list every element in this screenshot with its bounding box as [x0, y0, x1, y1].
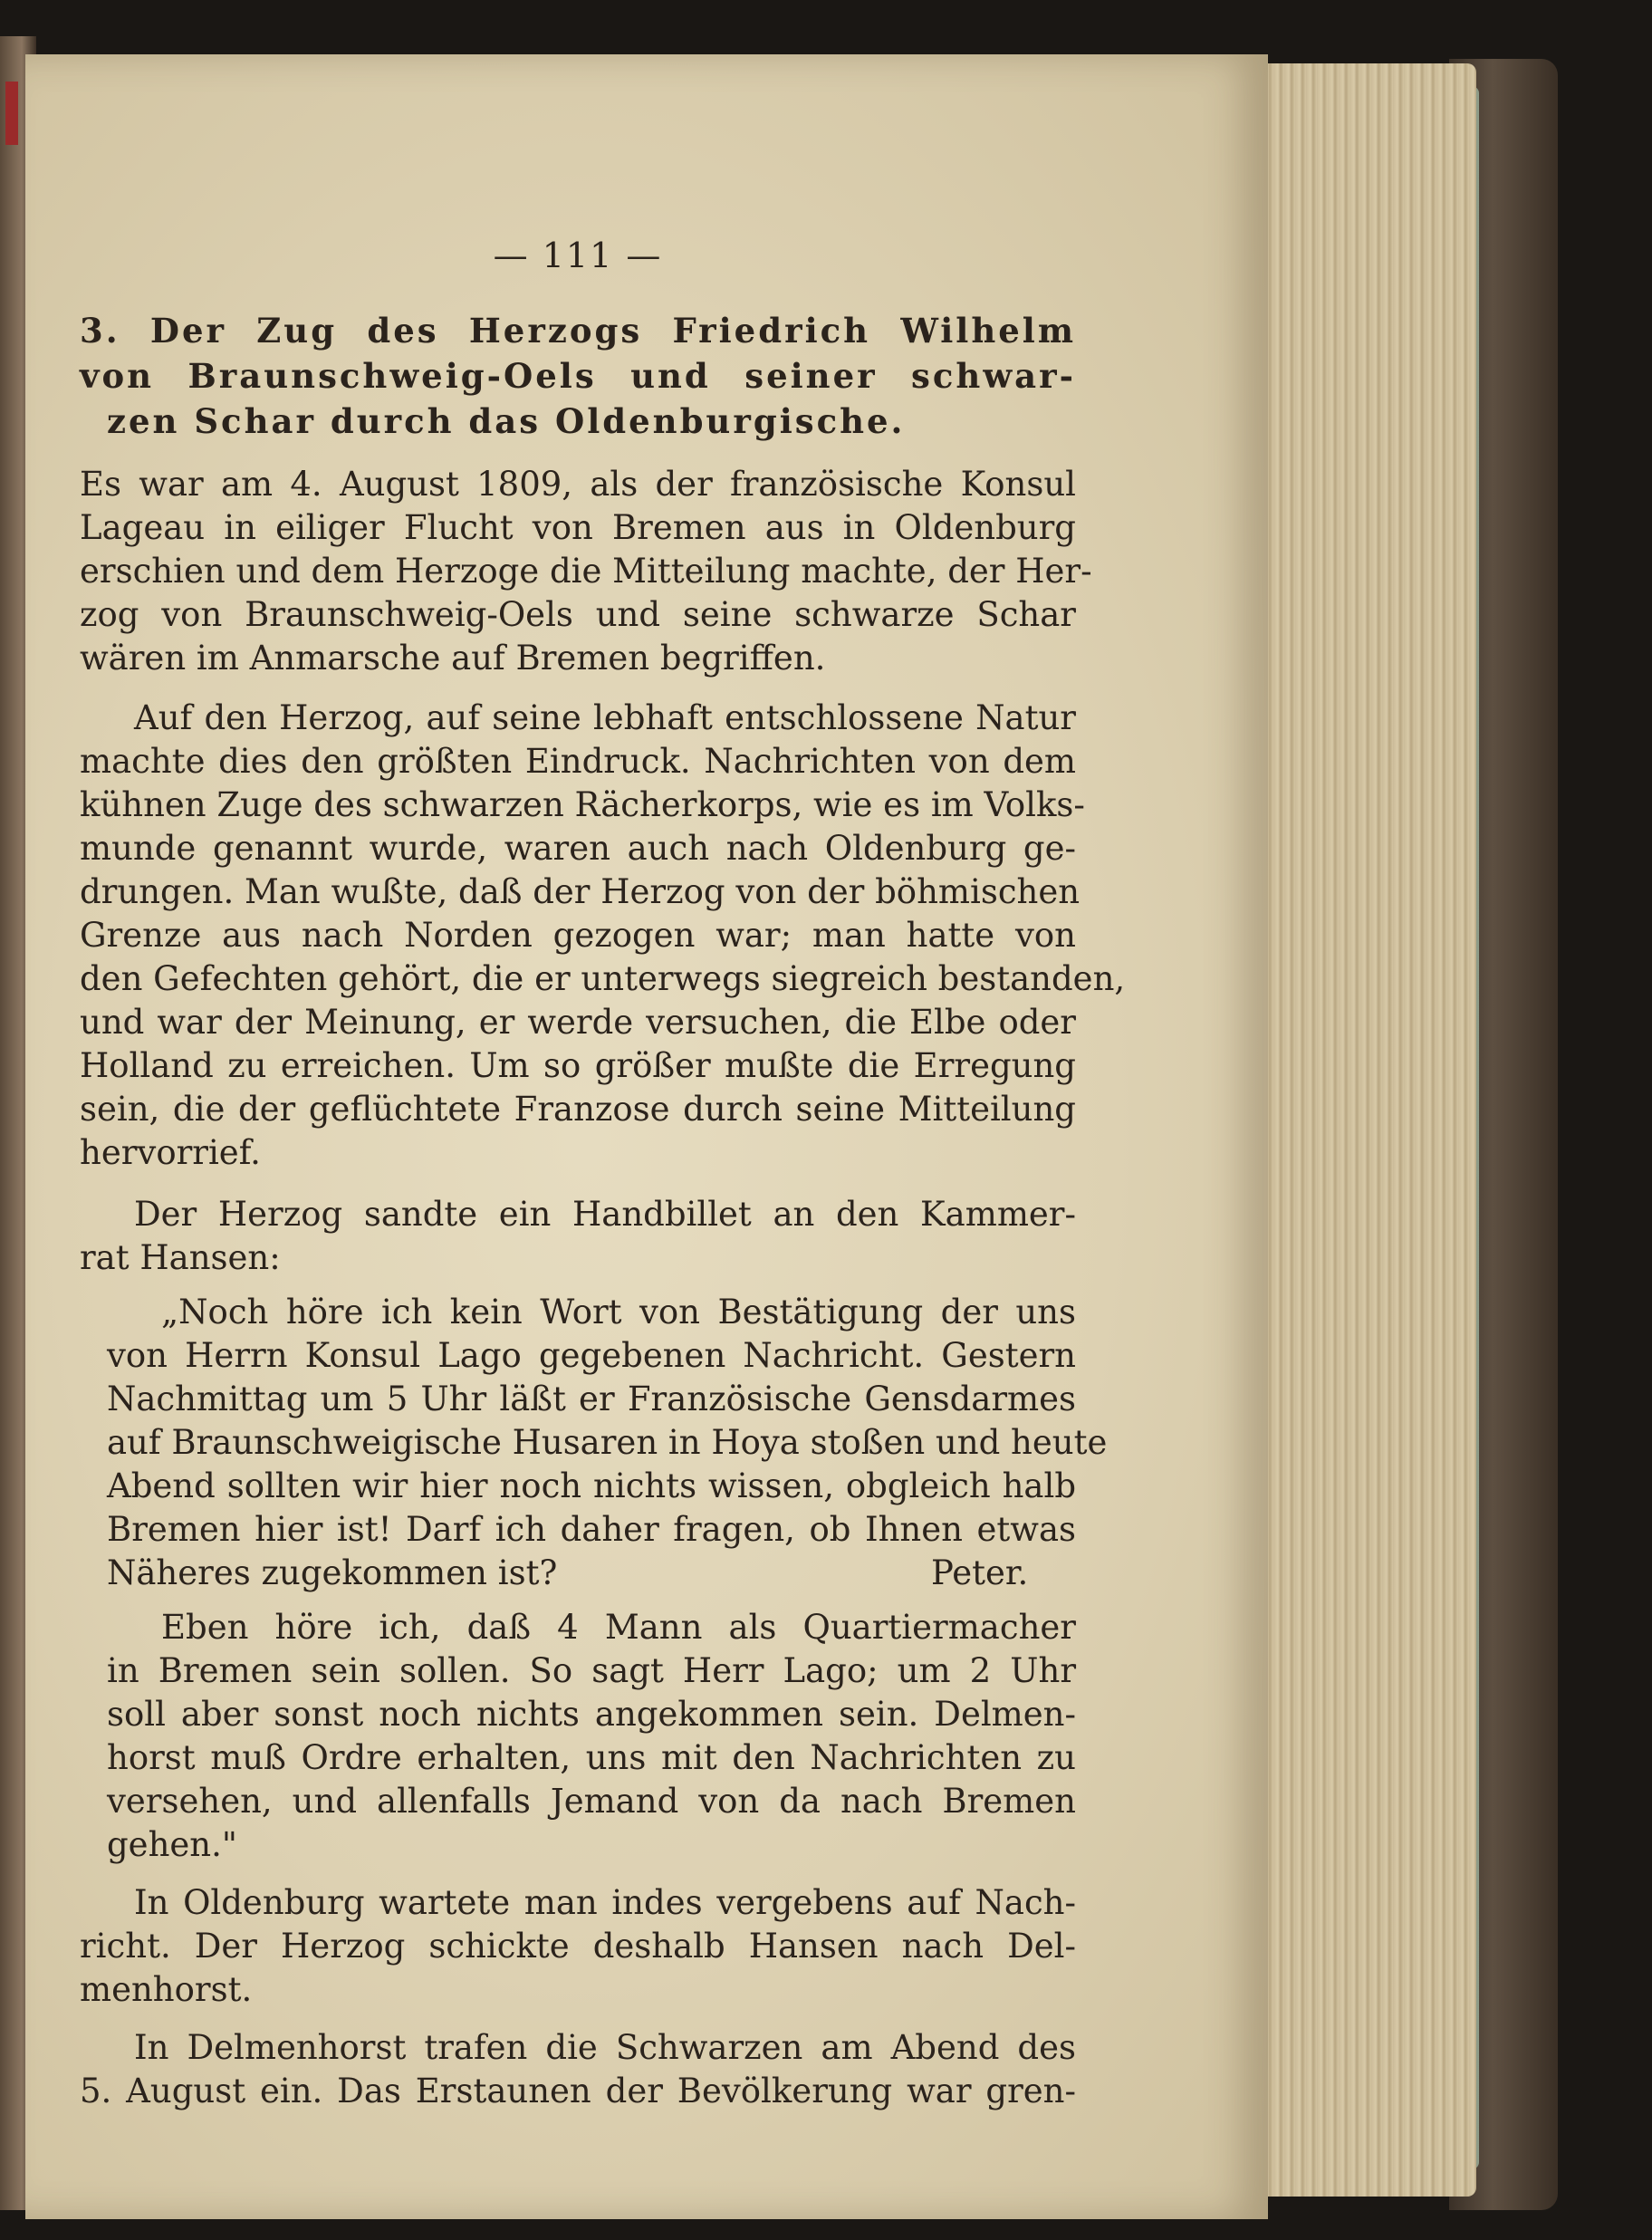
paragraph-line: In Oldenburg wartete man indes vergebens auf Nach- [134, 1883, 1076, 1922]
book-page [25, 54, 1268, 2219]
paragraph-line: den Gefechten gehört, die er unterwegs siegreich bestanden, [80, 959, 1126, 998]
paragraph-line: zog von Braunschweig-Oels und seine schwarze Schar [80, 595, 1076, 634]
letter-line: Bremen hier ist! Darf ich daher fragen, ob Ihnen etwas [107, 1510, 1076, 1549]
letter-signature: Peter. [931, 1553, 1029, 1592]
letter-line: versehen, und allenfalls Jemand von da nach Bremen [107, 1782, 1076, 1821]
letter-line: soll aber sonst noch nichts angekommen sein. Delmen- [107, 1695, 1076, 1734]
paragraph-line: drungen. Man wußte, daß der Herzog von der böhmischen [80, 872, 1081, 911]
paragraph-line: Der Herzog sandte ein Handbillet an den Kammer- [134, 1195, 1076, 1234]
paragraph-line: sein, die der geflüchtete Franzose durch seine Mitteilung [80, 1090, 1076, 1129]
letter-line: Abend sollten wir hier noch nichts wissen, obgleich halb [107, 1466, 1076, 1505]
paragraph-line: Es war am 4. August 1809, als der französische Konsul [80, 465, 1076, 504]
paragraph-line: Grenze aus nach Norden gezogen war; man hatte von [80, 916, 1076, 955]
chapter-title-line: von Braunschweig-Oels und seiner schwar- [80, 356, 1076, 396]
paragraph-line: Lageau in eiliger Flucht von Bremen aus in Oldenburg [80, 508, 1076, 547]
paragraph-line: machte dies den größten Eindruck. Nachrichten von dem [80, 742, 1076, 781]
paragraph-line: rat Hansen: [80, 1238, 281, 1277]
letter-line: Näheres zugekommen ist? [107, 1553, 558, 1592]
letter-line: Eben höre ich, daß 4 Mann als Quartiermacher [161, 1608, 1076, 1647]
paragraph-line: munde genannt wurde, waren auch nach Oldenburg ge- [80, 829, 1076, 868]
letter-line: gehen." [107, 1825, 237, 1864]
chapter-title-line: zen Schar durch das Oldenburgische. [107, 401, 906, 441]
letter-line: „Noch höre ich kein Wort von Bestätigung der uns [161, 1293, 1076, 1332]
paragraph-line: Auf den Herzog, auf seine lebhaft entschlossene Natur [134, 698, 1076, 737]
paragraph-line: 5. August ein. Das Erstaunen der Bevölkerung war gren- [80, 2072, 1076, 2110]
paragraph-line: kühnen Zuge des schwarzen Rächerkorps, wie es im Volks- [80, 785, 1085, 824]
letter-line: von Herrn Konsul Lago gegebenen Nachricht. Gestern [107, 1336, 1076, 1375]
letter-line: Nachmittag um 5 Uhr läßt er Französische Gensdarmes [107, 1380, 1076, 1418]
letter-line: auf Braunschweigische Husaren in Hoya stoßen und heute [107, 1423, 1108, 1462]
paragraph-line: hervorrief. [80, 1133, 261, 1172]
paragraph-line: erschien und dem Herzoge die Mitteilung machte, der Her- [80, 552, 1092, 591]
paragraph-line: menhorst. [80, 1970, 253, 2009]
page-edges [1241, 63, 1476, 2197]
paragraph-line: wären im Anmarsche auf Bremen begriffen. [80, 639, 826, 678]
page-number: — 111 — [493, 236, 663, 275]
letter-line: in Bremen sein sollen. So sagt Herr Lago; um 2 Uhr [107, 1651, 1076, 1690]
chapter-title-line: 3. Der Zug des Herzogs Friedrich Wilhelm [80, 311, 1076, 351]
cover-binding-red [5, 82, 18, 145]
paragraph-line: In Delmenhorst trafen die Schwarzen am Abend des [134, 2028, 1076, 2067]
paragraph-line: richt. Der Herzog schickte deshalb Hansen nach Del- [80, 1927, 1076, 1966]
letter-line: horst muß Ordre erhalten, uns mit den Nachrichten zu [107, 1738, 1076, 1777]
paragraph-line: Holland zu erreichen. Um so größer mußte die Erregung [80, 1046, 1076, 1085]
paragraph-line: und war der Meinung, er werde versuchen, die Elbe oder [80, 1003, 1076, 1042]
